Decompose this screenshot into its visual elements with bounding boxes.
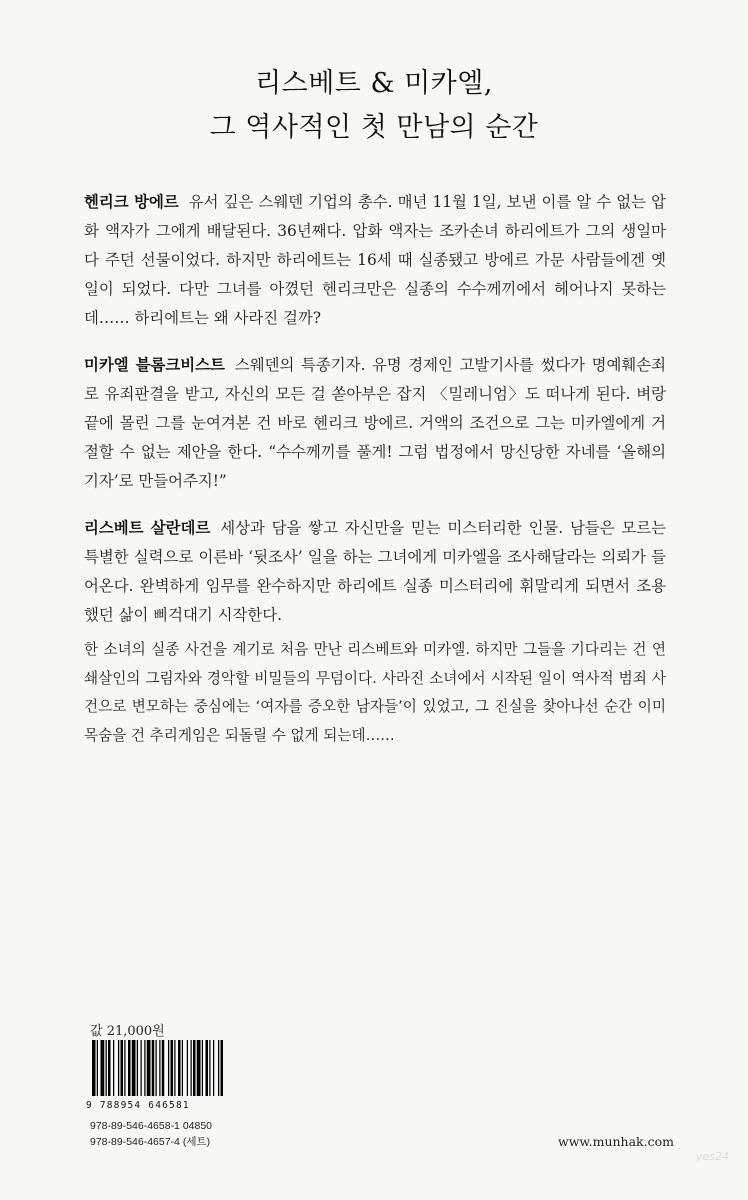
watermark: yes24	[696, 1150, 730, 1163]
headline-line-2: 그 역사적인 첫 만남의 순간	[209, 112, 539, 143]
barcode-bar	[159, 1040, 160, 1096]
barcode-bar	[118, 1040, 119, 1096]
barcode-bar	[113, 1040, 114, 1096]
barcode-bar	[182, 1040, 183, 1096]
barcode-bar	[124, 1040, 125, 1096]
isbn-line-2: 978-89-546-4657-4 (세트)	[90, 1136, 211, 1148]
character-name: 미카엘 블롬크비스트	[84, 356, 225, 374]
character-text: 유서 깊은 스웨덴 기업의 총수. 매년 11월 1일, 보낸 이를 알 수 없는 압화 액자가 그에게 배달된다. 36년째다. 압화 액자는 조카손녀 하리에트가 그의 생일마다 주던 선물이었다. 하지만 하리에트는 16세 때 실종됐고 방에르 가문 사람들에겐 옛일이 되었다. 다만 그녀를 아꼈던 헨리크만은 실종의 수수께끼에서 헤어나지 못하는데…… 하리에트는 왜 사라진 걸까?	[84, 193, 666, 327]
barcode-bar	[106, 1040, 107, 1096]
character-lisbeth	[84, 514, 666, 630]
barcode-bars	[92, 1040, 265, 1096]
headline-line-1: 리스베트 & 미카엘,	[255, 68, 493, 99]
character-henrik	[84, 188, 666, 333]
character-mikael	[84, 351, 666, 496]
barcode-bar	[221, 1040, 224, 1096]
barcode-bar	[141, 1040, 142, 1096]
barcode-bar	[187, 1040, 188, 1096]
barcode-bar	[121, 1040, 124, 1096]
synopsis: 한 소녀의 실종 사건을 계기로 처음 만난 리스베트와 미카엘. 하지만 그들을 기다리는 건 연쇄살인의 그림자와 경악할 비밀들의 무덤이다. 사라진 소녀에서 시작된 일이 역사적 범죄 사건으로 변모하는 중심에는 ‘여자를 증오한 남자들’이 있었고, 그 진실을 찾아나선 순간 이미 목숨을 건 추리게임은 되돌릴 수 없게 되는데……	[84, 641, 666, 744]
barcode-bar	[206, 1040, 209, 1096]
barcode-bar	[152, 1040, 155, 1096]
isbn-line-1: 978-89-546-4658-1 04850	[90, 1120, 213, 1132]
barcode-bar	[147, 1040, 151, 1096]
price: 값 21,000원	[90, 1024, 165, 1039]
barcode-bar	[137, 1040, 138, 1096]
barcode-bar	[174, 1040, 175, 1096]
barcode-bar	[191, 1040, 192, 1096]
publisher-website: www.munhak.com	[558, 1134, 674, 1149]
barcode-bar	[202, 1040, 203, 1096]
barcode-bar	[168, 1040, 169, 1096]
barcode-bar	[209, 1040, 210, 1096]
barcode-number: 9 788954 646581	[86, 1100, 190, 1111]
character-name: 헨리크 방에르	[84, 193, 179, 211]
barcode-bar	[156, 1040, 157, 1096]
isbn-block	[90, 1118, 212, 1150]
character-name: 리스베트 살란데르	[84, 519, 211, 537]
character-text: 세상과 담을 쌓고 자신만을 믿는 미스터리한 인물. 남들은 모르는 특별한 실력으로 이른바 ‘뒷조사’ 일을 하는 그녀에게 미카엘을 조사해달라는 의뢰가 들어온다. 완벽하게 임무를 완수하지만 하리에트 실종 미스터리에 휘말리게 되면서 조용했던 삶이 삐걱대기 시작한다.	[84, 519, 666, 624]
barcode-bar	[218, 1040, 219, 1096]
character-descriptions	[84, 188, 666, 648]
barcode-bar	[97, 1040, 98, 1096]
barcode-bar	[171, 1040, 174, 1096]
character-text: 스웨덴의 특종기자. 유명 경제인 고발기사를 썼다가 명예훼손죄로 유죄판결을 받고, 자신의 모든 걸 쏟아부은 잡지 〈밀레니엄〉도 떠나게 된다. 벼랑 끝에 몰린 그를 눈여겨본 건 바로 헨리크 방에르. 거액의 조건으로 그는 미카엘에게 거절할 수 없는 제안을 한다. “수수께끼를 풀게! 그럼 법정에서 망신당한 자네를 ‘올해의 기자’로 만들어주지!”	[84, 356, 666, 490]
barcode-bar	[144, 1040, 145, 1096]
barcode-bar	[128, 1040, 131, 1096]
barcode-bar	[178, 1040, 181, 1096]
barcode-bar	[197, 1040, 201, 1096]
headline	[0, 62, 748, 150]
barcode-bar	[101, 1040, 105, 1096]
barcode-bar	[213, 1040, 214, 1096]
barcode-bar	[193, 1040, 196, 1096]
barcode-bar	[108, 1040, 111, 1096]
barcode-bar	[132, 1040, 136, 1096]
barcode-bar	[93, 1040, 96, 1096]
barcode-bar	[162, 1040, 165, 1096]
